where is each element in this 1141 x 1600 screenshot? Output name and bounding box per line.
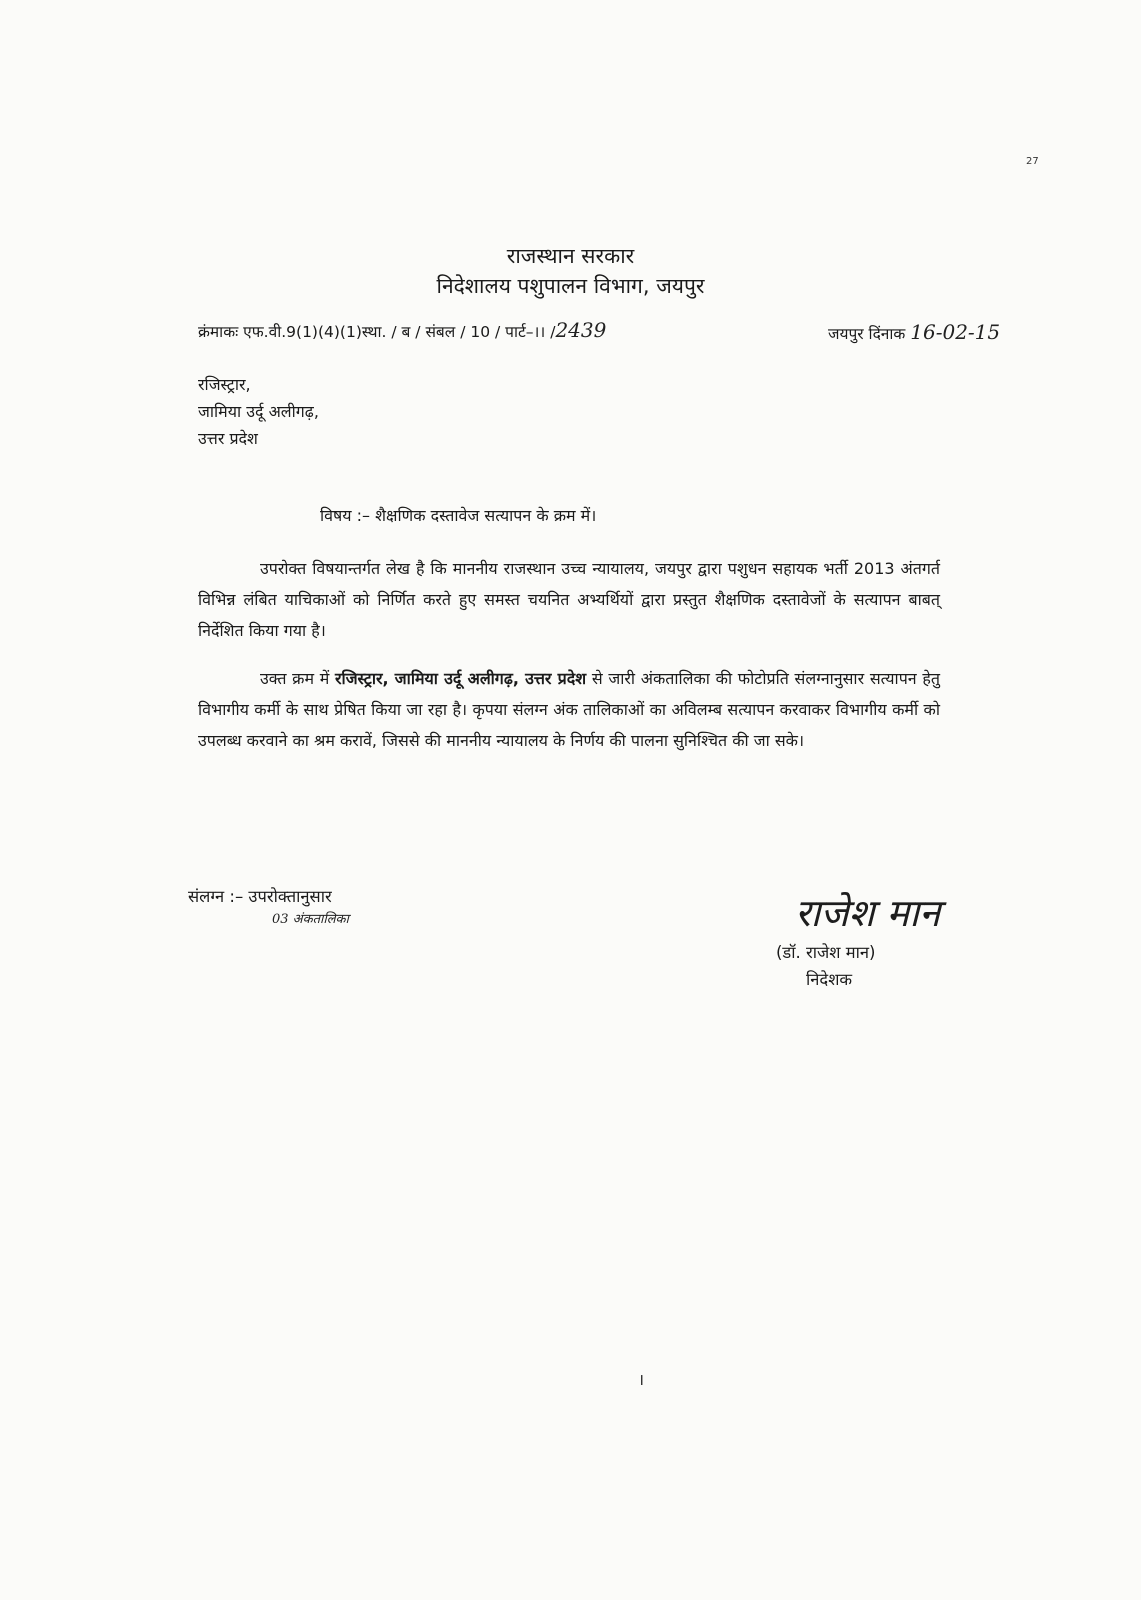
addressee-line-1: रजिस्ट्रार, [198, 375, 251, 394]
para2-start: उक्त क्रम में [260, 669, 330, 688]
footer-mark: । [638, 1370, 645, 1389]
para2-bold-addressee: रजिस्ट्रार, जामिया उर्दू अलीगढ़, उत्तर प्रदेश [335, 669, 587, 688]
reference-line [198, 318, 606, 342]
signatory-name: (डॉ. राजेश मान) [776, 943, 876, 962]
addressee-line-3: उत्तर प्रदेश [198, 429, 258, 448]
addressee-line-2: जामिया उर्दू अलीगढ़, [198, 402, 319, 421]
handwritten-signature: राजेश मान [795, 891, 941, 935]
enclosure-handwritten-note: 03 अंकतालिका [272, 912, 349, 927]
para2-end: से जारी अंकतालिका की फोटोप्रति संलग्नानुसार सत्यापन हेतु विभागीय कर्मी के साथ प्रेषित किया जा रहा है। कृपया संलग्न अंक तालिकाओं का अविलम्ब सत्यापन करवाकर विभागीय कर्मी को उपलब्ध करवाने का श्रम करावें, जिससे की माननीय न्यायालय के निर्णय की पालना सुनिश्चित की जा सके। [198, 669, 940, 750]
letterhead-department: निदेशालय पशुपालन विभाग, जयपुर [436, 274, 705, 298]
date-line [828, 320, 1000, 344]
page-number: 27 [1026, 156, 1039, 167]
reference-number: क्रंमाकः एफ.वी.9(1)(4)(1)स्था. / ब / संबल / 10 / पार्ट–।। / [198, 323, 556, 341]
date-label: जयपुर दिंनाक [828, 325, 906, 343]
reference-handwritten-number: 2439 [555, 318, 607, 342]
signatory-designation: निदेशक [806, 970, 853, 989]
enclosure-label: संलग्न :– उपरोक्तानुसार [188, 887, 332, 906]
subject-line: विषय :– शैक्षणिक दस्तावेज सत्यापन के क्रम में। [320, 506, 597, 525]
date-handwritten-value: 16-02-15 [910, 320, 1001, 344]
body-paragraph-2 [198, 663, 940, 756]
letterhead-government: राजस्थान सरकार [506, 244, 635, 268]
body-paragraph-1: उपरोक्त विषयान्तर्गत लेख है कि माननीय राजस्थान उच्च न्यायालय, जयपुर द्वारा पशुधन सहायक भर्ती 2013 अंतगर्त विभिन्न लंबित याचिकाओं को निर्णित करते हुए समस्त चयनित अभ्यर्थियों द्वारा प्रस्तुत शैक्षणिक दस्तावेजों के सत्यापन बाबत् निर्देशित किया गया है। [198, 559, 940, 640]
